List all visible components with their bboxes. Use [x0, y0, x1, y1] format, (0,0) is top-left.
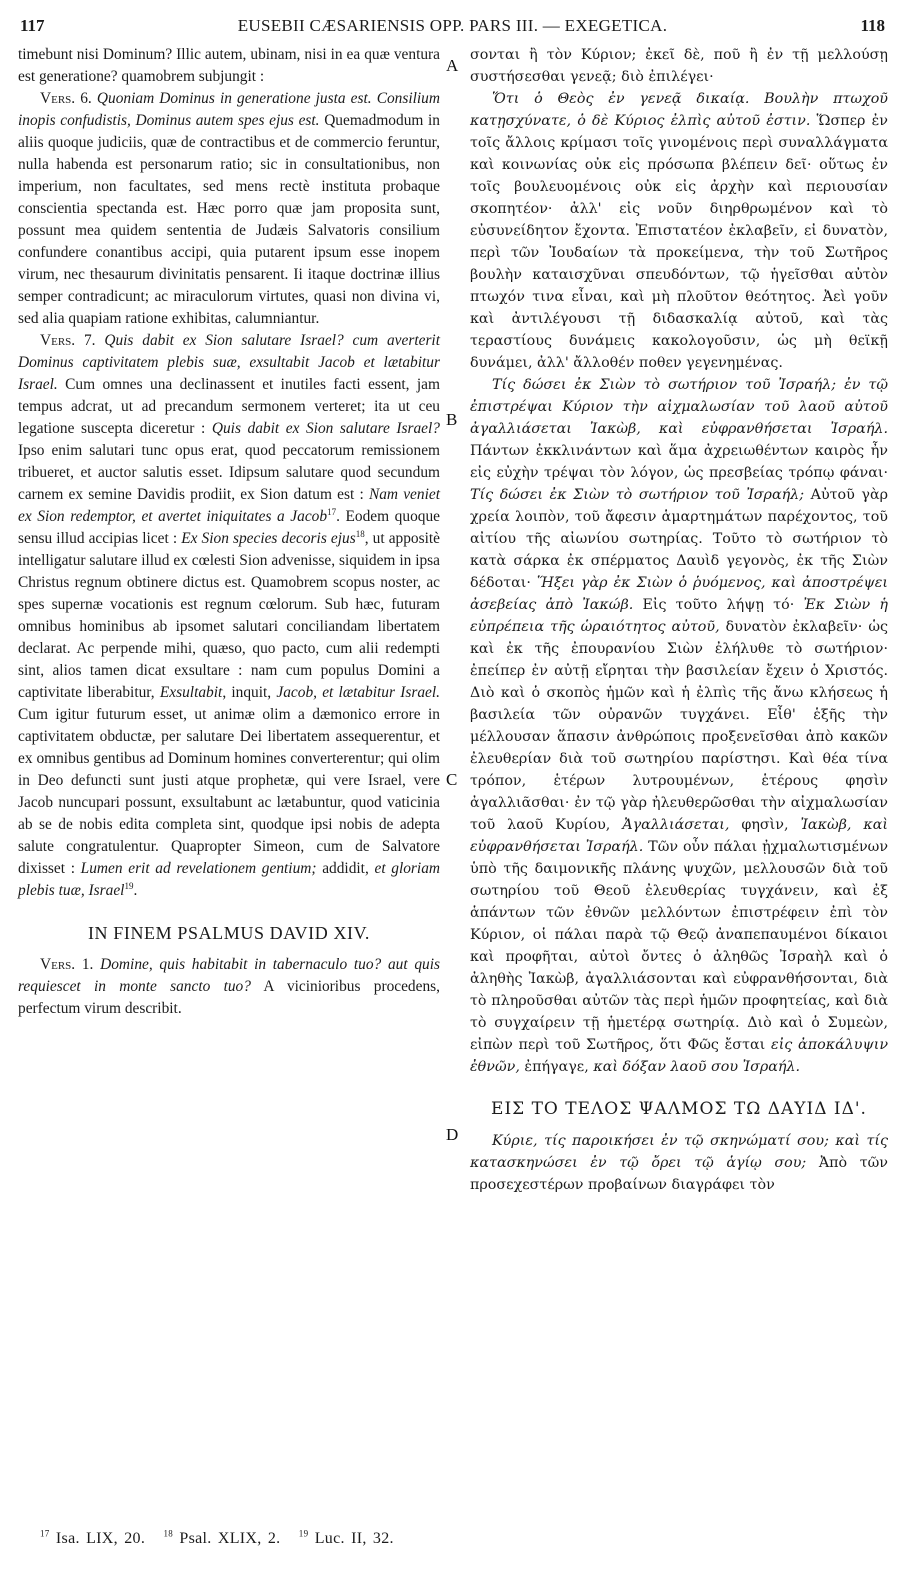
- footnote: $^{19}$ Luc. II, 32.: [298, 1528, 394, 1547]
- scripture-quote: καὶ δόξαν λαοῦ σου Ἰσραήλ.: [593, 1059, 801, 1075]
- latin-verse-7: Vers. 7. Quis dabit ex Sion salutare Israel? cum averterit Dominus captivitatem plebis suæ, exsultabit Jacob et lætabitur Israel. Cum omnes una declinassent et inutiles facti essent, jam tempus adcrat, ut ad precandum sermonem verteret; ita ut ceu legatione suscepta diceretur : Quis dabit ex Sion salutare Israel? Ipso enim salutari tunc opus erat, quod peccatorum remissionem tribueret, et auctor salutis esset. Idipsum salutare quod secundum carnem ex semine Davidis prodiit, ex Sion datum est : Nam veniet ex Sion redemptor, et avertet iniquitates a Jacob$^{17}$. Eodem quoque sensu illud accipias licet : Ex Sion species decoris ejus$^{18}$, ut appositè intelligatur salutare illud ex cœlesti Sion advenisse, siquidem in ipsa Christus regnum obtinere dictus est. Quamobrem scopus noster, ac spes supernæ vocationis est regnum cœlorum. Sub hæc, futuram omnibus hominibus ab ipsomet salutari conciliandam libertatem declarat. Ac perpende mihi, quæso, quo pacto, cum alii redempti sint, alios tamen dicat exsultare : nam cum populus Domini a captivitate liberabitur, Exsultabit, inquit, Jacob, et lætabitur Israel. Cum igitur futurum esset, ut animæ olim a dæmonico errore in captivitatem obductæ, per salutare Dei libertatem assequerentur, et ex omnibus gentibus ad Dominum homines converterentur; qui olim in Deo defuncti sunt justi atque prophetæ, qui vere Israel, vere Jacob nuncupari possunt, exsultabunt ac lætabuntur, quod vaticinia ab se de nobis edita completa sint, quodque ipsi nobis de adepta salute congratulentur. Quapropter Simeon, cum de Salvatore dixisset : Lumen erit ad revelationem gentium; addidit, et gloriam plebis tuæ, Israel$^{19}$.: [18, 332, 441, 899]
- verse-lemma: Quis dabit ex Sion salutare Israel? cum averterit Dominus captivitatem plebis suæ, exsultabit Jacob et lætabitur Israel.: [18, 332, 440, 393]
- greek-verse-6: [470, 88, 888, 374]
- scripture-quote: Ἥξει γὰρ ἐκ Σιὼν ὁ ῥυόμενος, καὶ ἀποστρέψει ἀσεβείας ἀπὸ Ἰακώβ.: [470, 575, 888, 613]
- scripture-quote: Jacob, et lætabitur Israel.: [276, 684, 440, 701]
- commentary-text: Ὥσπερ ἐν τοῖς ἄλλοις κρίμασι τοῖς γινομένοις περὶ συναλλάγματα καὶ κοινωνίας οὐκ εἰς πρόσωπα βλέπειν δεῖ· οὕτως ἐν τοῖς βουλευομένοις οὐκ εἰς ἀρχὴν καὶ περιουσίαν σκοπητέον· ἀλλ' εἰς νοῦν διηρθρωμένον καὶ τὸ εὐσυνείδητον ἔχοντα. Ἐπιστατέον ἐκλαβεῖν, εἰ δυνατὸν, περὶ τῶν Ἰουδαίων τὰ προκείμενα, τὴν τοῦ Σωτῆρος βουλὴν καταισχῦναι σπευδόντων, τῷ ἡγεῖσθαι αὐτὸν πτωχόν τινα εἶναι, καὶ μὴ πλοῦτον θεότητος. Ἀεὶ γοῦν καὶ ἀντιλέγουσι τῇ διδασκαλίᾳ αὐτοῦ, καὶ τὰς τεραστίους δυνάμεις κακολογοῦσιν, ὡς μὴ θεϊκῇ δυνάμει, ἀλλ' ἄλλοθέν ποθεν γεγενημένας.: [470, 113, 888, 371]
- footnote-ref: 19: [124, 880, 134, 891]
- running-header: [20, 16, 885, 46]
- greek-psalm-verse-1: Κύριε, τίς παροικήσει ἐν τῷ σκηνώματί σου; καὶ τίς κατασκηνώσει ἐν τῷ ὄρει τῷ ἁγίῳ σου; Ἀπὸ τῶν προσεχεστέρων προβαίνων διαγράφει τὸν: [470, 1133, 888, 1193]
- running-title: EUSEBII CÆSARIENSIS OPP. PARS III. — EXEGETICA.: [237, 16, 668, 35]
- margin-marker-a: A: [446, 56, 459, 75]
- footnote: $^{17}$ Isa. LIX, 20.: [40, 1528, 146, 1547]
- commentary-text: Quemadmodum in aliis quoque judiciis, quæ de contractibus et de commercio feruntur, nulla habenda est personarum ratio; sic in consultationibus, non imperium, non facultates, sed mens rectè instituta probaque conscientia spectanda est. Hæc porro quæ jam proposita sunt, possunt mea quidem sententia de Judæis Salvatoris consilium confundere conantibus accipi, quia putarent ipsum esse inopem virum, nec thesaurum divinitatis pensarent. Ii itaque doctrinæ illius semper contradicunt; ac miraculorum virtutes, quasi non divina vi, sed alia quapiam ratione exhibitas, calumniantur.: [18, 112, 440, 327]
- footnote-ref: 18: [355, 528, 365, 539]
- scripture-quote: Lumen erit ad revelationem gentium;: [80, 860, 317, 877]
- verse-label: Vers. 6.: [40, 90, 92, 107]
- footnotes: [40, 1530, 394, 1548]
- footnote: $^{18}$ Psal. XLIX, 2.: [163, 1528, 281, 1547]
- footnote-ref: 17: [327, 506, 337, 517]
- latin-verse-6: [18, 88, 440, 330]
- verse-lemma: Domine, quis habitabit in tabernaculo tuo? aut quis requiescet in monte sancto tuo?: [18, 956, 440, 995]
- verse-label: Vers. 1.: [40, 956, 94, 973]
- verse-lemma: Τίς δώσει ἐκ Σιὼν τὸ σωτήριον τοῦ Ἰσραήλ; ἐν τῷ ἐπιστρέψαι Κύριον τὴν αἰχμαλωσίαν τοῦ λαοῦ αὐτοῦ ἀγαλλιάσεται Ἰακὼβ, καὶ εὐφρανθήσεται Ἰσραήλ.: [470, 377, 888, 437]
- latin-intro: timebunt nisi Dominum? Illic autem, ubinam, nisi in ea quæ ventura est generatione? quamobrem subjungit :: [18, 46, 440, 85]
- scripture-quote: Τίς δώσει ἐκ Σιὼν τὸ σωτήριον τοῦ Ἰσραήλ;: [470, 487, 805, 503]
- verse-lemma: Ὅτι ὁ Θεὸς ἐν γενεᾷ δικαίᾳ. Βουλὴν πτωχοῦ κατῃσχύνατε, ὁ δὲ Κύριος ἐλπὶς αὐτοῦ ἐστιν.: [470, 91, 888, 129]
- scripture-quote: εἰς ἀποκάλυψιν ἐθνῶν,: [470, 1037, 889, 1075]
- psalm-heading-latin: IN FINEM PSALMUS DAVID XIV.: [87, 923, 371, 943]
- verse-label: Vers. 7.: [40, 332, 96, 349]
- margin-marker-d: D: [446, 1125, 459, 1144]
- greek-column: [470, 44, 888, 1196]
- verse-lemma: Quoniam Dominus in generatione justa est. Consilium inopis confudistis, Dominus autem spes ejus est.: [18, 90, 440, 129]
- scripture-quote: Ἀγαλλιάσεται,: [622, 817, 730, 833]
- scripture-quote: et gloriam plebis tuæ, Israel: [18, 860, 441, 899]
- greek-verse-7: Τίς δώσει ἐκ Σιὼν τὸ σωτήριον τοῦ Ἰσραήλ; ἐν τῷ ἐπιστρέψαι Κύριον τὴν αἰχμαλωσίαν τοῦ λαοῦ αὐτοῦ ἀγαλλιάσεται Ἰακὼβ, καὶ εὐφρανθήσεται Ἰσραήλ. Πάντων ἐκκλινάντων καὶ ἅμα ἀχρειωθέντων καιρὸς ἦν εἰς εὐχὴν τρέψαι τὸν λόγον, ὡς πρεσβείας τρόπῳ φάναι· Τίς δώσει ἐκ Σιὼν τὸ σωτήριον τοῦ Ἰσραήλ; Αὐτοῦ γὰρ χρεία λοιπὸν, τοῦ ἄφεσιν ἁμαρτημάτων παρέχοντος, τοῦ αἰτίου τῆς αἰωνίου σωτηρίας. Τοῦτο τὸ σωτήριον τὸ κατὰ σάρκα ἐκ σπέρματος Δαυὶδ γεγονὸς, ἐκ τῆς Σιὼν δέδοται· Ἥξει γὰρ ἐκ Σιὼν ὁ ῥυόμενος, καὶ ἀποστρέψει ἀσεβείας ἀπὸ Ἰακώβ. Εἰς τοῦτο λήψῃ τό· Ἐκ Σιὼν ἡ εὐπρέπεια τῆς ὡραιότητος αὐτοῦ, δυνατὸν ἐκλαβεῖν· ὡς καὶ ἐκ τῆς ἐπουρανίου Σιὼν ἐλήλυθε τὸ σωτήριον· ἐπείπερ ἐν αὐτῇ εἴρηται τὴν βασιλείαν ἔχειν ὁ Χριστός. Διὸ καὶ ὁ σκοπὸς ἡμῶν καὶ ἡ ἐλπὶς τῆς ἄνω κλήσεως ἡ βασιλεία τῶν οὐρανῶν τυγχάνει. Εἶθ' ἑξῆς τὴν μέλλουσαν ἅπασιν ἀνθρώποις προξενεῖσθαι ἀπὸ κακῶν ἐλευθερίαν διὰ τοῦ σωτηρίου παρίστησι. Καὶ θέα τίνα τρόπον, ἑτέρων λυτρουμένων, ἑτέρους φησὶν ἀγαλλιᾶσθαι· ἐν τῷ γὰρ ἠλευθερῶσθαι τὴν αἰχμαλωσίαν τοῦ λαοῦ Κυρίου, Ἀγαλλιάσεται, φησὶν, Ἰακὼβ, καὶ εὐφρανθήσεται Ἰσραήλ. Τῶν οὖν πάλαι ᾐχμαλωτισμένων ὑπὸ τῆς δαιμονικῆς πλάνης ψυχῶν, μελλουσῶν διὰ τοῦ σωτηρίου τοῦ Θεοῦ ἐλευθερίας τυγχάνειν, καὶ ἐξ ἁπάντων τῶν ἐθνῶν μελλόντων ἐπιστρέφειν ἐπὶ τὸν Κύριον, οἱ πάλαι παρὰ τῷ Θεῷ ἀναπεπαυμένοι δίκαιοι καὶ προφῆται, αὐτοὶ ὄντες ὁ ἀληθῶς Ἰσραὴλ καὶ ὁ ἀληθὴς Ἰακὼβ, ἀγαλλιάσονται καὶ εὐφρανθήσονται, διὰ τὸ πληροῦσθαι αὐτῶν τὰς περὶ ἡμῶν προφητείας, καὶ διὰ τὸ συγχαίρειν τῇ ἡμετέρᾳ σωτηρίᾳ. Διὸ καὶ ὁ Συμεὼν, εἰπὼν περὶ τοῦ Σωτῆρος, ὅτι Φῶς ἔσται εἰς ἀποκάλυψιν ἐθνῶν, ἐπήγαγε, καὶ δόξαν λαοῦ σου Ἰσραήλ.: [470, 377, 889, 1075]
- page-number-left: 117: [20, 16, 45, 35]
- greek-intro: σονται ἢ τὸν Κύριον; ἐκεῖ δὲ, ποῦ ἢ ἐν τῇ μελλούσῃ συστήσεσθαι γενεᾷ; διὸ ἐπιλέγει·: [470, 47, 888, 85]
- scripture-quote: Ἰακὼβ, καὶ εὐφρανθήσεται Ἰσραήλ.: [470, 817, 888, 855]
- page-number-right: 118: [860, 16, 885, 35]
- latin-column: [18, 44, 440, 1020]
- scripture-quote: Exsultabit: [159, 684, 223, 701]
- scripture-quote: Nam veniet ex Sion redemptor, et avertet iniquitates a Jacob: [18, 486, 440, 525]
- scripture-quote: Ex Sion species decoris ejus: [181, 530, 356, 547]
- scripture-quote: Quis dabit ex Sion salutare Israel?: [211, 420, 440, 437]
- latin-psalm-verse-1: Vers. 1. Domine, quis habitabit in tabernaculo tuo? aut quis requiescet in monte sancto tuo? A vicinioribus procedens, perfectum virum describit.: [18, 956, 440, 1017]
- scripture-quote: Ἐκ Σιὼν ἡ εὐπρέπεια τῆς ὡραιότητος αὐτοῦ,: [470, 597, 889, 635]
- psalm-heading-greek: ΕΙΣ ΤΟ ΤΕΛΟΣ ΨΑΛΜΟΣ ΤΩ ΔΑΥΙΔ ΙΔ'.: [491, 1099, 867, 1119]
- margin-marker-c: C: [446, 770, 458, 789]
- margin-marker-b: B: [446, 410, 458, 429]
- verse-lemma: Κύριε, τίς παροικήσει ἐν τῷ σκηνώματί σου; καὶ τίς κατασκηνώσει ἐν τῷ ὄρει τῷ ἁγίῳ σου;: [470, 1133, 888, 1171]
